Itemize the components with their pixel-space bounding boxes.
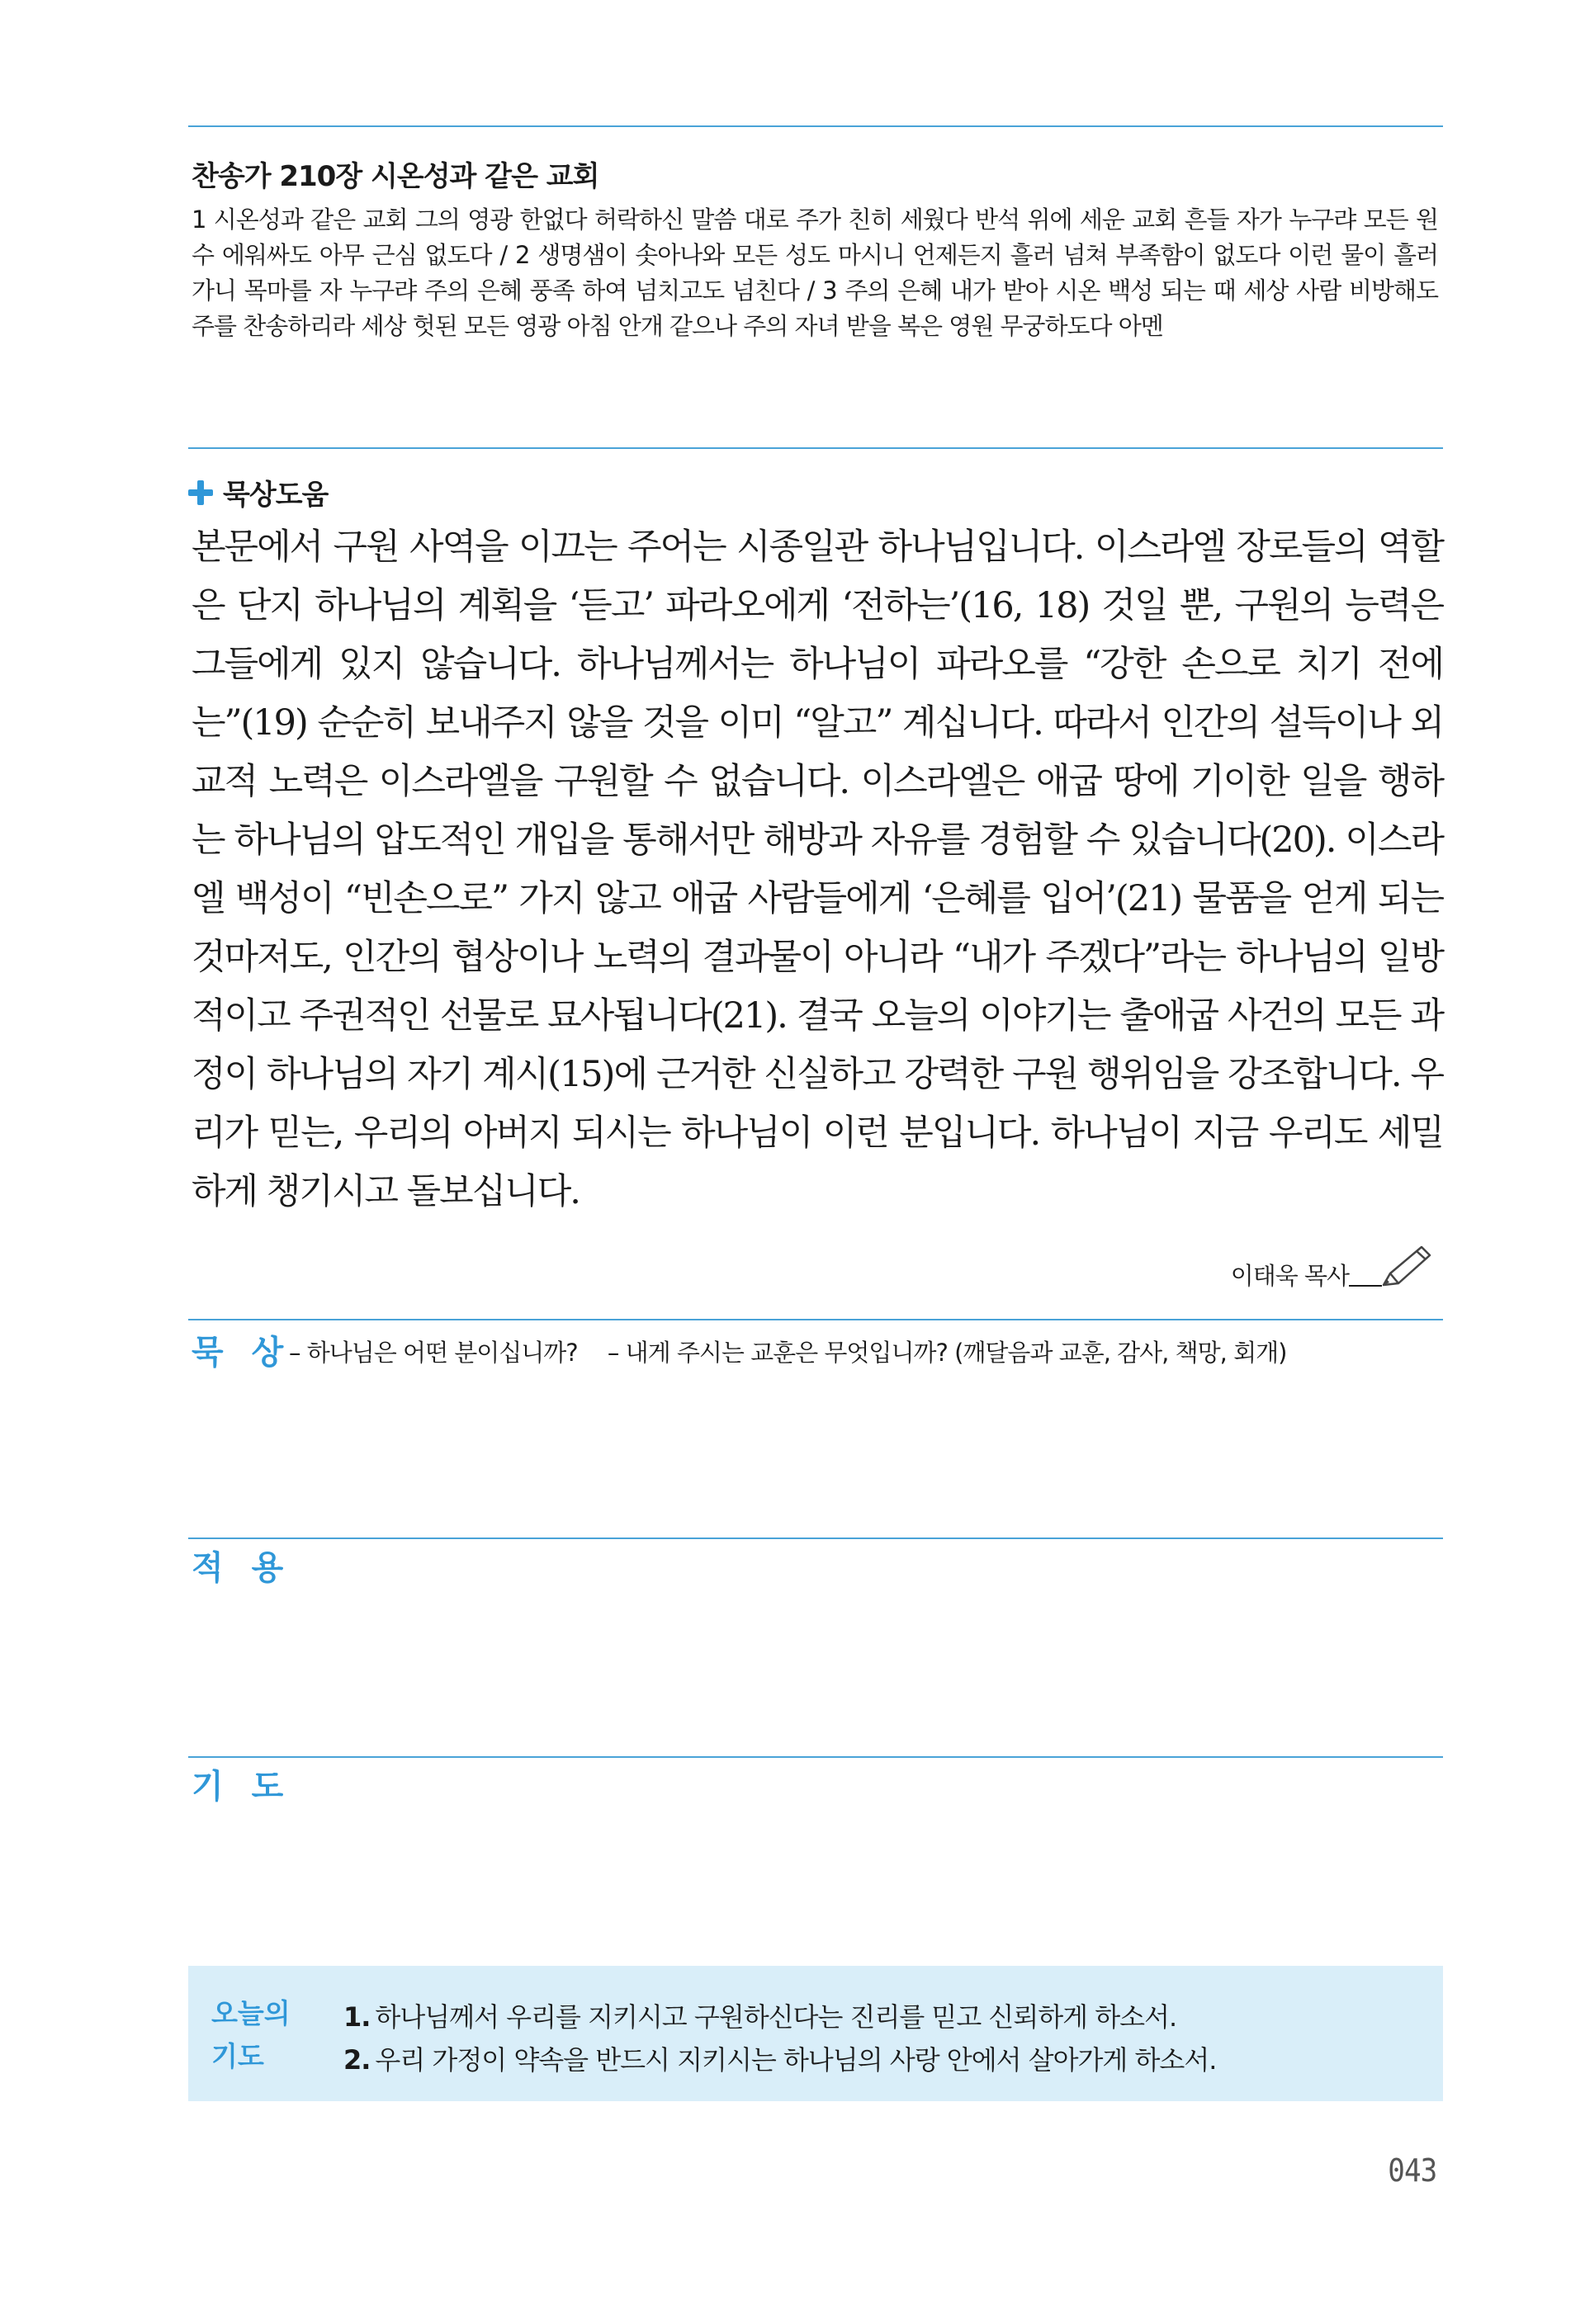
prayer-item-text: 우리 가정이 약속을 반드시 지키시는 하나님의 사랑 안에서 살아가게 하소서. xyxy=(375,2044,1217,2076)
prayer-item xyxy=(343,2038,1216,2081)
question-2: – 내게 주시는 교훈은 무엇입니까? (깨달음과 교훈, 감사, 책망, 회개) xyxy=(607,1339,1287,1367)
prayer-label: 기 도 xyxy=(192,1768,292,1806)
meditate-questions xyxy=(289,1334,1309,1368)
author-signature xyxy=(1231,1242,1436,1292)
hymn-lyrics: 1 시온성과 같은 교회 그의 영광 한없다 허락하신 말씀 대로 주가 친히 세웠다 반석 위에 세운 교회 흔들 자가 누구랴 모든 원수 에워싸도 아무 근심 없도다 / 2 생명샘이 솟아나와 모든 성도 마시니 언제든지 흘러 넘쳐 부족함이 없도다 이런 물이 흘러 가니 목마를 자 누구랴 주의 은혜 풍족 하여 넘치고도 넘친다 / 3 주의 은혜 내가 받아 시온 백성 되는 때 세상 사람 비방해도 주를 찬송하리라 세상 헛된 모든 영광 아침 안개 같으나 주의 자녀 받을 복은 영원 무궁하도다 아멘 xyxy=(192,205,1438,340)
meditate-rule xyxy=(188,1319,1443,1320)
apply-label: 적 용 xyxy=(192,1549,292,1587)
apply-rule xyxy=(188,1538,1443,1539)
prayer-item-number: 2. xyxy=(343,2044,371,2076)
today-prayer-label-line2: 기도 xyxy=(211,2040,264,2072)
meditate-label: 묵 상 xyxy=(192,1334,292,1372)
prayer-item-number: 1. xyxy=(343,2001,371,2033)
signature-line xyxy=(1349,1285,1382,1287)
meditation-body: 본문에서 구원 사역을 이끄는 주어는 시종일관 하나님입니다. 이스라엘 장로들의 역할은 단지 하나님의 계획을 ‘듣고’ 파라오에게 ‘전하는’(16, 18) 것일 뿐, 구원의 능력은 그들에게 있지 않습니다. 하나님께서는 하나님이 파라오를 “강한 손으로 치기 전에는”(19) 순순히 보내주지 않을 것을 이미 “알고” 계십니다. 따라서 인간의 설득이나 외교적 노력은 이스라엘을 구원할 수 없습니다. 이스라엘은 애굽 땅에 기이한 일을 행하는 하나님의 압도적인 개입을 통해서만 해방과 자유를 경험할 수 있습니다(20). 이스라엘 백성이 “빈손으로” 가지 않고 애굽 사람들에게 ‘은혜를 입어’(21) 물품을 얻게 되는 것마저도, 인간의 협상이나 노력의 결과물이 아니라 “내가 주겠다”라는 하나님의 일방적이고 주권적인 선물로 묘사됩니다(21). 결국 오늘의 이야기는 출애굽 사건의 모든 과정이 하나님의 자기 계시(15)에 근거한 신실하고 강력한 구원 행위임을 강조합니다. 우리가 믿는, 우리의 아버지 되시는 하나님이 이런 분입니다. 하나님이 지금 우리도 세밀하게 챙기시고 돌보십니다. xyxy=(192,527,1443,1212)
author-name: 이태욱 목사 xyxy=(1230,1262,1349,1290)
hymn-section xyxy=(192,154,1438,344)
prayer-item-text: 하나님께서 우리를 지키시고 구원하신다는 진리를 믿고 신뢰하게 하소서. xyxy=(375,2001,1177,2033)
prayer-item xyxy=(343,1996,1216,2038)
today-prayer-items xyxy=(343,1996,1216,2081)
today-prayer-label xyxy=(211,1992,310,2078)
hymn-title: 찬송가 210장 시온성과 같은 교회 xyxy=(192,160,599,193)
question-1: – 하나님은 어떤 분이십니까? xyxy=(289,1339,578,1367)
plus-icon xyxy=(188,480,213,505)
page-number: 043 xyxy=(1388,2152,1437,2189)
hymn-bottom-rule xyxy=(188,447,1443,449)
pencil-icon xyxy=(1379,1242,1436,1292)
prayer-rule xyxy=(188,1756,1443,1758)
meditation-heading-text: 묵상도움 xyxy=(223,479,329,512)
top-rule xyxy=(188,125,1443,127)
today-prayer-box xyxy=(188,1966,1443,2101)
meditation-heading xyxy=(188,472,328,513)
today-prayer-label-line1: 오늘의 xyxy=(211,1997,291,2029)
